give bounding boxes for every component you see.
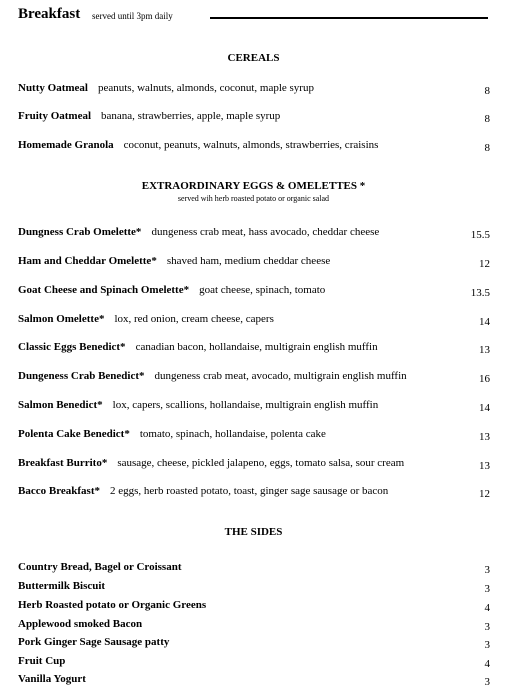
menu-item — [18, 82, 490, 98]
item-name: Classic Eggs Benedict* — [18, 341, 126, 353]
item-description: sausage, cheese, pickled jalapeno, eggs, tomato salsa, sour cream — [117, 457, 405, 469]
section-heading-eggs: EXTRAORDINARY EGGS & OMELETTES * — [141, 180, 366, 192]
item-name: Polenta Cake Benedict* — [18, 428, 130, 440]
item-name: Vanilla Yogurt — [18, 673, 86, 685]
item-name: Fruit Cup — [18, 655, 66, 667]
item-price: 15.5 — [470, 229, 490, 241]
item-name: Nutty Oatmeal — [18, 82, 88, 94]
section-heading-sides: THE SIDES — [224, 526, 283, 538]
item-price: 13 — [479, 460, 490, 472]
menu-item — [18, 399, 490, 415]
item-price: 3 — [484, 583, 490, 595]
item-description: coconut, peanuts, walnuts, almonds, strawberries, craisins — [123, 139, 379, 151]
item-price: 14 — [479, 316, 490, 328]
menu-item — [18, 370, 490, 386]
side-item — [18, 673, 490, 689]
menu-item — [18, 457, 490, 473]
item-description: dungeness crab meat, hass avocado, cheddar cheese — [151, 226, 380, 238]
side-item — [18, 618, 490, 634]
item-name: Dungeness Crab Benedict* — [18, 370, 145, 382]
side-item — [18, 636, 490, 652]
menu-item — [18, 313, 490, 329]
menu-title: Breakfast — [18, 6, 81, 22]
menu-subtitle: served until 3pm daily — [92, 11, 173, 21]
menu-item — [18, 284, 490, 300]
item-price: 3 — [484, 676, 490, 688]
item-name: Fruity Oatmeal — [18, 110, 92, 122]
item-name: Goat Cheese and Spinach Omelette* — [18, 284, 190, 296]
item-name: Dungness Crab Omelette* — [18, 226, 142, 238]
item-description: goat cheese, spinach, tomato — [199, 284, 326, 296]
menu-item — [18, 226, 490, 242]
header-rule — [210, 17, 488, 19]
item-price: 4 — [484, 602, 490, 614]
section-note-eggs: served wih herb roasted potato or organic salad — [177, 194, 330, 203]
item-price: 16 — [479, 373, 490, 385]
item-description: dungeness crab meat, avocado, multigrain english muffin — [154, 370, 407, 382]
item-description: peanuts, walnuts, almonds, coconut, maple syrup — [97, 82, 314, 94]
item-name: Homemade Granola — [18, 139, 114, 151]
item-name: Salmon Benedict* — [18, 399, 103, 411]
menu-item — [18, 341, 490, 357]
item-description: lox, capers, scallions, hollandaise, multigrain english muffin — [112, 399, 379, 411]
menu-item — [18, 139, 490, 155]
item-name: Breakfast Burrito* — [18, 457, 108, 469]
item-price: 12 — [479, 258, 490, 270]
item-price: 8 — [484, 142, 490, 154]
item-price: 3 — [484, 639, 490, 651]
item-price: 12 — [479, 488, 490, 500]
item-description: canadian bacon, hollandaise, multigrain english muffin — [135, 341, 378, 353]
menu-item — [18, 255, 490, 271]
menu-item — [18, 428, 490, 444]
menu-header — [18, 6, 488, 30]
menu-item — [18, 485, 490, 501]
item-price: 8 — [484, 85, 490, 97]
item-description: lox, red onion, cream cheese, capers — [114, 313, 274, 325]
item-name: Herb Roasted potato or Organic Greens — [18, 599, 207, 611]
item-description: shaved ham, medium cheddar cheese — [166, 255, 331, 267]
item-price: 13.5 — [470, 287, 490, 299]
side-item — [18, 655, 490, 671]
item-price: 8 — [484, 113, 490, 125]
item-description: tomato, spinach, hollandaise, polenta cake — [139, 428, 326, 440]
item-price: 14 — [479, 402, 490, 414]
item-description: banana, strawberries, apple, maple syrup — [101, 110, 281, 122]
item-name: Buttermilk Biscuit — [18, 580, 106, 592]
item-name: Pork Ginger Sage Sausage patty — [18, 636, 170, 648]
menu-item — [18, 110, 490, 126]
item-name: Bacco Breakfast* — [18, 485, 100, 497]
item-price: 3 — [484, 564, 490, 576]
item-name: Salmon Omelette* — [18, 313, 105, 325]
item-description: 2 eggs, herb roasted potato, toast, ginger sage sausage or bacon — [109, 485, 389, 497]
item-price: 13 — [479, 431, 490, 443]
item-name: Country Bread, Bagel or Croissant — [18, 561, 182, 573]
item-price: 13 — [479, 344, 490, 356]
item-price: 3 — [484, 621, 490, 633]
section-heading-cereals: CEREALS — [227, 52, 280, 64]
item-name: Ham and Cheddar Omelette* — [18, 255, 157, 267]
side-item — [18, 580, 490, 596]
side-item — [18, 599, 490, 615]
side-item — [18, 561, 490, 577]
item-name: Applewood smoked Bacon — [18, 618, 143, 630]
item-price: 4 — [484, 658, 490, 670]
